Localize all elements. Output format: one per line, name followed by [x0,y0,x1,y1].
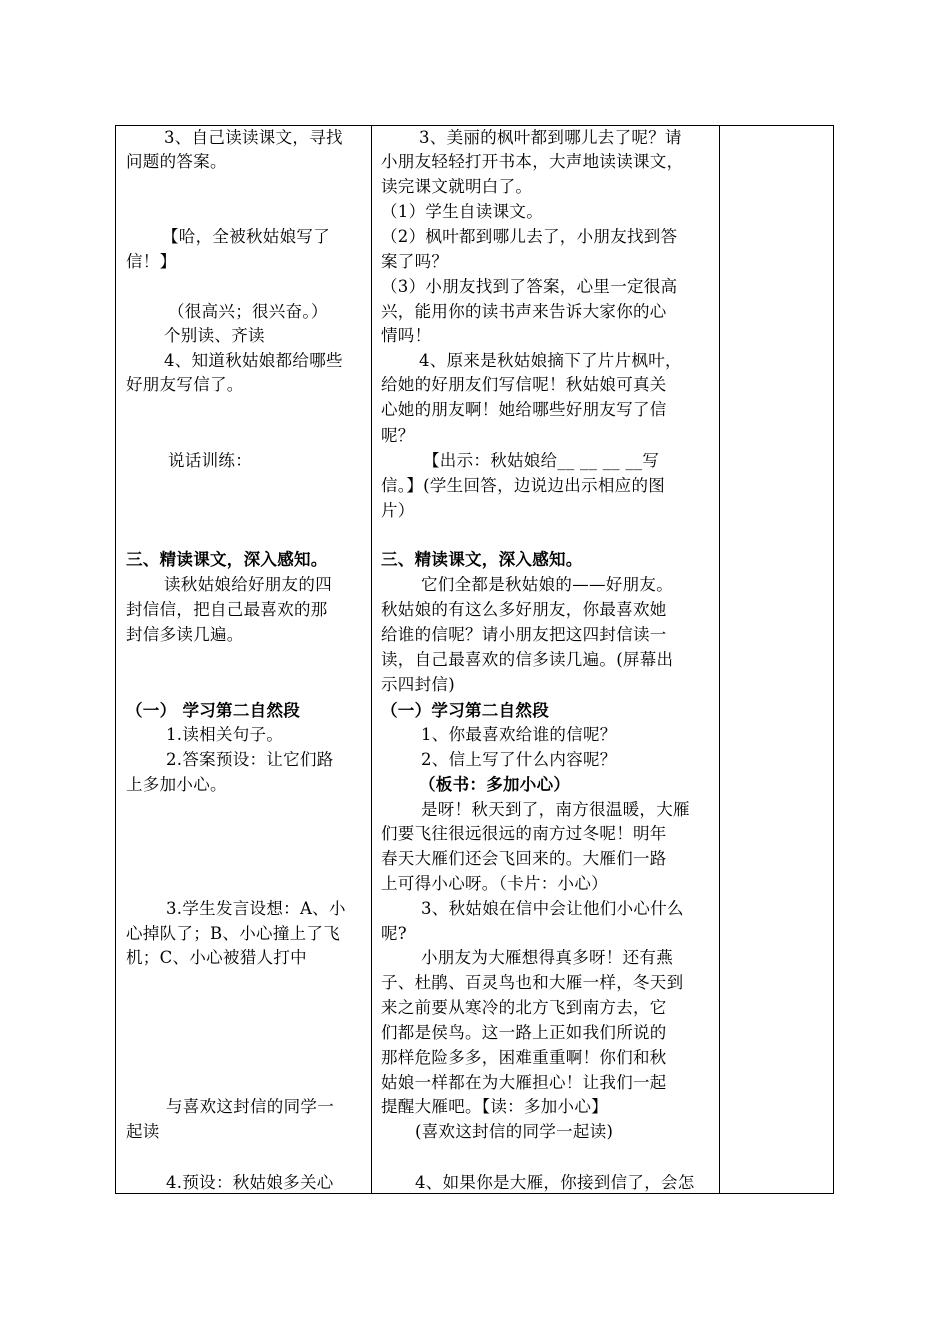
text-line: 问题的答案。 [126,152,227,171]
text-line: 【哈，全被秋姑娘写了 [162,227,330,246]
teacher-activity-column [381,126,713,1193]
text-line: (喜欢这封信的同学一起读) [415,1122,614,1141]
text-line: 1、你最喜欢给谁的信呢？ [421,725,617,744]
text-line: 3、美丽的枫叶都到哪儿去了呢？请 [419,128,682,147]
text-line: 3.学生发言设想：A、小 [166,899,346,918]
text-line: 好朋友写信了。 [126,375,244,394]
text-line: 来之前要从寒冷的北方飞到南方去，它 [381,998,667,1017]
text-line: 给谁的信呢？请小朋友把这四封信读一 [381,625,667,644]
notes-column [720,126,834,1193]
text-line: 示四封信) [381,675,455,694]
text-line: （很高兴；很兴奋。） [168,302,328,321]
text-line: 是呀！秋天到了，南方很温暖，大雁 [421,800,690,819]
text-line: 心掉队了；B、小心撞上了飞 [126,924,341,943]
text-line: 读完课文就明白了。 [381,177,533,196]
text-line: 它们全都是秋姑娘的——好朋友。 [421,575,673,594]
text-line: 信！】 [126,252,177,271]
text-line: 2、信上写了什么内容呢？ [421,750,617,769]
text-line: 情吗！ [381,326,432,345]
text-line: （3）小朋友找到了答案，心里一定很高 [381,277,678,296]
text-line: 封信多读几遍。 [126,625,244,644]
text-line: 兴，能用你的读书声来告诉大家你的心 [381,302,667,321]
text-line: 上多加小心。 [126,775,227,794]
text-line: 3、秋姑娘在信中会让他们小心什么 [421,899,684,918]
lesson-plan-table [115,125,834,1194]
text-line: 4、原来是秋姑娘摘下了片片枫叶， [419,351,682,370]
subsection-heading: （一）学习第二自然段 [381,701,549,720]
text-line: 4、如果你是大雁，你接到信了，会怎 [415,1173,695,1192]
text-line: 起读 [126,1122,160,1141]
text-line: 们都是侯鸟。这一路上正如我们所说的 [381,1023,667,1042]
text-line: 机；C、小心被猎人打中 [126,948,307,967]
text-line: 个别读、齐读 [164,326,265,345]
text-line: 3、自己读读课文，寻找 [164,128,343,147]
text-line: 案了吗？ [381,252,449,271]
subsection-heading: （一） 学习第二自然段 [126,701,301,720]
text-line: 姑娘一样都在为大雁担心！让我们一起 [381,1073,667,1092]
text-line: 给她的好朋友们写信呢！秋姑娘可真关 [381,375,667,394]
text-line: 秋姑娘的有这么多好朋友，你最喜欢她 [381,600,667,619]
text-line: 片） [381,501,415,520]
text-line: 那样危险多多，困难重重啊！你们和秋 [381,1048,667,1067]
text-line: 4、知道秋姑娘都给哪些 [164,351,343,370]
text-line: 读秋姑娘给好朋友的四 [164,575,332,594]
text-line: 与喜欢这封信的同学一 [166,1097,334,1116]
section-heading: 三、精读课文，深入感知。 [381,550,583,569]
text-line: 春天大雁们还会飞回来的。大雁们一路 [381,849,667,868]
text-line: 读，自己最喜欢的信多读几遍。(屏幕出 [381,650,674,669]
text-line: 小朋友轻轻打开书本，大声地读读课文， [381,152,684,171]
text-line: 心她的朋友啊！她给哪些好朋友写了信 [381,400,667,419]
text-line: 呢？ [381,426,415,445]
text-line: 呢? [381,924,407,943]
student-activity-column [126,126,366,1193]
column-divider [371,126,372,1193]
text-line: 【出示：秋姑娘给__ __ __ __写 [423,451,660,470]
text-line: 2.答案预设：让它们路 [166,750,334,769]
text-line: 封信信，把自己最喜欢的那 [126,600,328,619]
text-line: （1）学生自读课文。 [381,202,543,221]
text-line: 子、杜鹃、百灵鸟也和大雁一样，冬天到 [381,973,684,992]
text-line: 1.读相关句子。 [166,725,284,744]
text-line: 提醒大雁吧。【读：多加小心】 [381,1097,608,1116]
section-heading: 三、精读课文，深入感知。 [126,550,328,569]
board-note: （板书：多加小心） [419,775,571,794]
text-line: 上可得小心呀。（卡片：小心） [381,874,608,893]
text-line: 4.预设：秋姑娘多关心 [166,1173,334,1192]
text-line: 说话训练： [168,451,252,470]
text-line: （2）枫叶都到哪儿去了，小朋友找到答 [381,227,678,246]
text-line: 信。】(学生回答，边说边出示相应的图 [381,476,666,495]
text-line: 小朋友为大雁想得真多呀！还有燕 [421,948,673,967]
text-line: 们要飞往很远很远的南方过冬呢！明年 [381,824,667,843]
